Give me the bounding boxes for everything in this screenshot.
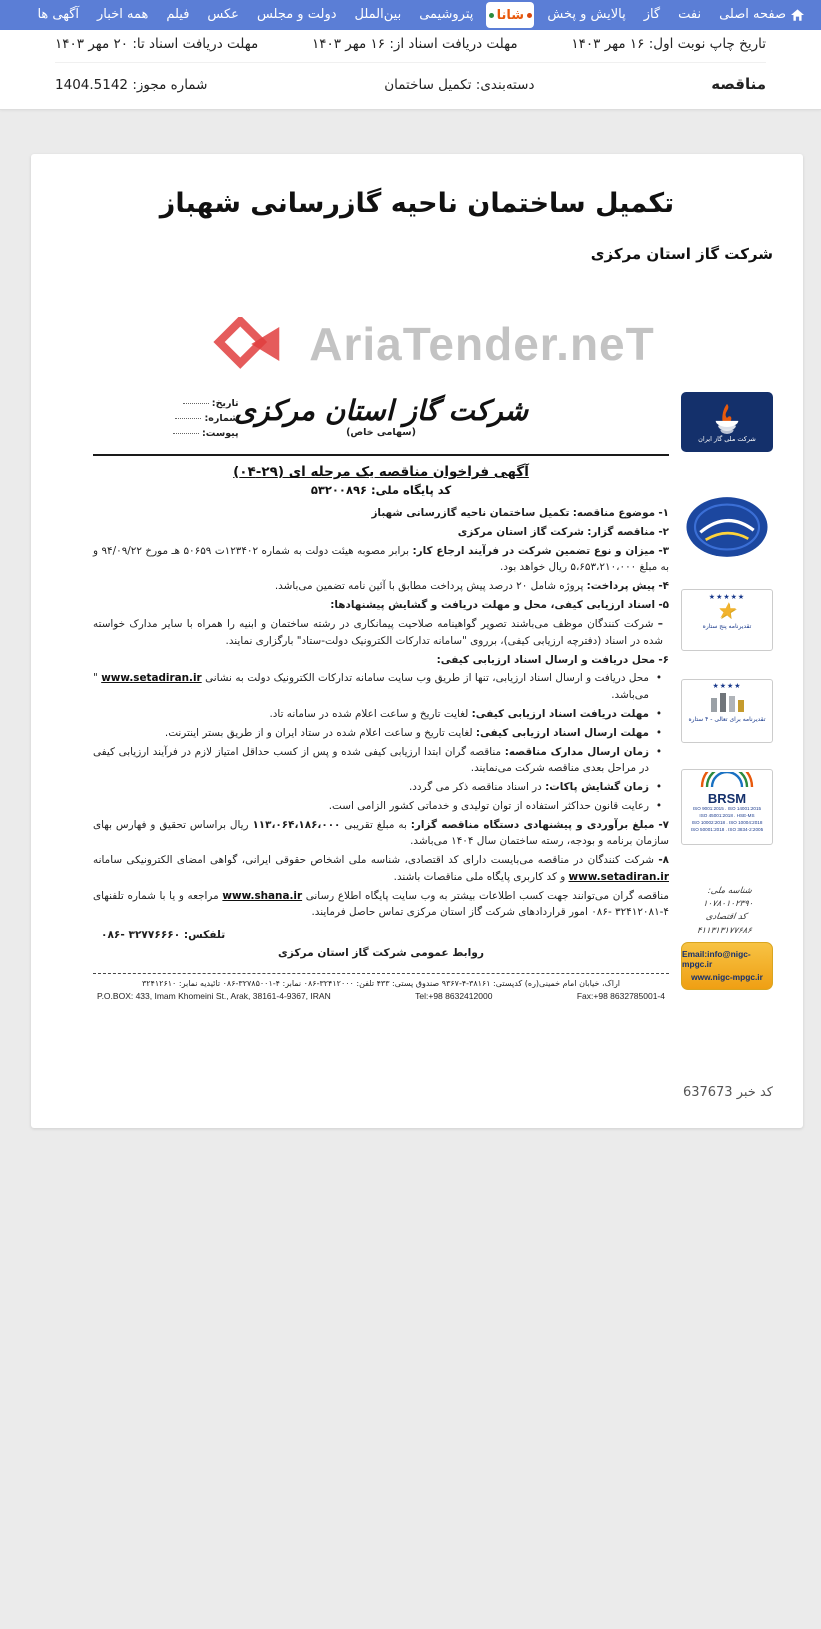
bullet-send-deadline: • مهلت ارسال اسناد ارزیابی کیفی: لغایت تاریخ و ساعت اعلام شده در ستاد ایران و از طریق بستر اینترنت.	[93, 725, 669, 741]
four-stars-icon: ★★★★	[712, 682, 742, 690]
telefax-number: تلفکس: ۳۲۷۷۶۶۶۰ -۰۸۶	[101, 928, 226, 941]
nav-home-label: صفحه اصلی	[719, 7, 786, 22]
national-site-code: کد پایگاه ملی: ۵۳۲۰۰۸۹۶	[310, 483, 452, 497]
nigc-caption: شرکت ملی گاز ایران	[698, 434, 756, 443]
tender-article-card	[31, 154, 803, 1128]
bullet-icon: •	[655, 672, 662, 685]
number-label: شماره:	[173, 411, 239, 426]
bullet-evaluation: • زمان ارسال مدارک مناقصه: مناقصه گران ابتدا ارزیابی کیفی شده و پس از کسب حداقل امتیاز لازم در فرآیند ارزیابی کیفی در مراحل بعدی مناقصه شرکت می‌نمایند.	[93, 745, 662, 775]
iso-line: ISO 50001:2018 . ISO 3834-2:2005	[690, 826, 764, 832]
brsm-title: BRSM	[707, 791, 747, 806]
top-navigation	[0, 0, 821, 30]
slogan-calligraphy-icon	[684, 495, 770, 559]
page-title: تکمیل ساختمان ناحیه گازرسانی شهباز	[159, 188, 675, 219]
nav-label: همه اخبار	[97, 7, 149, 22]
footer-address-en	[93, 991, 669, 1001]
email-address: Email:info@nigc-mpgc.ir	[682, 949, 751, 970]
date-label: تاریخ:	[173, 396, 239, 411]
rainbow-arc-icon	[697, 772, 757, 788]
shana-logo[interactable]	[486, 2, 534, 28]
nav-item-photo[interactable]	[198, 0, 248, 30]
footer-tel: Tel:+98 8632412000	[415, 990, 493, 1001]
nav-item-refining[interactable]	[538, 0, 634, 30]
nigc-logo	[681, 392, 773, 452]
tender-type-badge: مناقصه	[711, 75, 766, 93]
certification-sidebar	[681, 392, 773, 990]
nav-item-gas[interactable]	[635, 0, 669, 30]
tender-item-employer: ۲- مناقصه گزار: شرکت گاز استان مرکزی	[457, 525, 669, 538]
tender-item-guarantee: ۳- میزان و نوع تضمین شرکت در فرآیند ارجاع کار: برابر مصوبه هیئت دولت به شماره ۱۲۳۴۰۲ت ۵۰۶۵۹ هـ مورخ ۹۴/۰۹/۲۲ و به مبلغ ۵،۶۵۳،۲۱۰،۰۰۰ ریال خواهد بود.	[93, 544, 670, 574]
tender-item-estimate: ۷- مبلغ برآوردی و پیشنهادی دستگاه مناقصه گزار: به مبلغ تقریبی ۱۱۳،۰۶۴،۱۸۶،۰۰۰ ریال براساس تحقیق و فهارس بهای سازمان برنامه و بودجه، رسته ساختمان سال ۱۴۰۴ می‌باشد.	[93, 818, 669, 848]
license-number: شماره مجوز: 1404.5142	[55, 77, 208, 93]
website-url: www.nigc-mpgc.ir	[691, 972, 763, 983]
shana-link: www.shana.ir	[222, 889, 303, 902]
print-date: تاریخ چاپ نوبت اول: ۱۶ مهر ۱۴۰۳	[571, 36, 766, 52]
five-stars-icon: ★★★★★	[708, 593, 746, 601]
nav-label: عکس	[207, 7, 239, 22]
letter-date-fields	[173, 396, 239, 442]
tender-announcement-title: آگهی فراخوان مناقصه یک مرحله ای (۲۹-۰۴)	[233, 464, 529, 480]
footer-address-fa: اراک، خیابان امام خمینی(ره) کدپستی: ۳۸۱۶۱-۴-۹۳۶۷ صندوق پستی: ۴۳۳ تلفن: ۳۲۴۱۲۰۰۰-۰۸۶ نمابر: ۴-۳۲۷۸۵۰۰۱-۰۸۶ تائیدیه نمابر: ۳۲۴۱۲۶۱۰	[141, 978, 621, 988]
national-id: شناسه ملی: ۱۰۷۸۰۱۰۲۳۹۰	[702, 886, 754, 910]
footer-fax: Fax:+98 8632785001-4	[576, 990, 665, 1001]
more-info-paragraph: مناقصه گران می‌توانند جهت کسب اطلاعات بیشتر به وب سایت پایگاه اطلاع رسانی www.shana.ir مراجعه و یا با شماره تلفنهای ۴-۳۲۴۱۲۰۸۱ -۰۸۶ امور قراردادهای شرکت گاز استان مرکزی تماس حاصل فرمایند.	[93, 889, 669, 919]
company-type: (سهامی خاص)	[346, 427, 416, 438]
excellence-award-badge	[681, 679, 773, 743]
economic-code-label: کد اقتصادی	[705, 912, 748, 923]
excellence-caption: تقدیرنامه برای تعالی - ۴ ستاره	[688, 716, 766, 723]
organization-subtitle: شرکت گاز استان مرکزی	[590, 245, 773, 263]
logo-dot-green-icon	[489, 13, 494, 18]
setadiran-link: www.setadiran.ir	[568, 870, 669, 883]
five-star-caption: تقدیرنامه پنج ستاره	[702, 623, 752, 630]
nav-item-international[interactable]	[346, 0, 411, 30]
brsm-certification-badge	[681, 769, 773, 845]
nav-item-oil[interactable]	[669, 0, 710, 30]
public-relations-signature: روابط عمومی شرکت گاز استان مرکزی	[278, 946, 484, 959]
tender-category: دسته‌بندی: تکمیل ساختمان	[384, 77, 535, 93]
nav-item-all-news[interactable]	[88, 0, 157, 30]
watermark-text: AriaTender.neT	[309, 318, 655, 370]
bullet-icon: •	[655, 726, 662, 739]
tender-item-docs-header: ۵- اسناد ارزیابی کیفی، محل و مهلت دریافت و گشایش پیشنهادها:	[330, 599, 669, 612]
nav-label: دولت و مجلس	[256, 7, 337, 22]
nav-item-video[interactable]	[157, 0, 198, 30]
home-icon	[791, 9, 804, 21]
nav-label: پتروشیمی	[419, 7, 474, 22]
bullet-opening-time: • زمان گشایش پاکات: در اسناد مناقصه ذکر می گردد.	[93, 779, 669, 795]
watermark	[211, 317, 654, 371]
tender-meta	[0, 30, 821, 110]
nav-label: گاز	[643, 7, 661, 22]
contact-email-box	[681, 942, 773, 990]
letter-footer	[93, 973, 669, 1001]
nav-label: پالایش و پخش	[547, 7, 626, 22]
letter-body	[93, 392, 669, 1001]
nav-label: بین‌الملل	[354, 7, 402, 22]
meta-row-type	[55, 63, 766, 93]
meta-row-dates	[55, 34, 766, 63]
attachment-label: پیوست:	[173, 426, 239, 441]
ariatender-logo-icon	[211, 317, 283, 371]
shana-logo-text: شانا	[496, 7, 525, 23]
nav-item-ads[interactable]	[28, 0, 88, 30]
receive-from-date: مهلت دریافت اسناد از: ۱۶ مهر ۱۴۰۳	[312, 36, 518, 52]
five-star-commendation-badge	[681, 589, 773, 651]
tender-item-submission-header: ۶- محل دریافت و ارسال اسناد ارزیابی کیفی:	[436, 653, 669, 666]
letterhead	[93, 392, 669, 456]
estimate-amount: ۱۱۳،۰۶۴،۱۸۶،۰۰۰	[252, 818, 341, 831]
iso-line: ISO 9001:2015 . ISO 14001:2015	[692, 806, 762, 812]
iso-line: ISO 10002:2018 . ISO 10004:2018	[691, 820, 763, 826]
tender-document-scan[interactable]	[93, 277, 773, 1001]
setadiran-link: www.setadiran.ir	[101, 672, 202, 685]
bullet-submission-site: • محل دریافت و ارسال اسناد ارزیابی، تنها از طریق وب سایت سامانه تدارکات الکترونیک دولت به نشانی www.setadiran.ir " می‌باشد.	[93, 672, 662, 701]
nav-label: فیلم	[166, 7, 190, 22]
bullet-icon: •	[655, 745, 662, 758]
bullet-receive-deadline: • مهلت دریافت اسناد ارزیابی کیفی: لغایت تاریخ و ساعت اعلام شده در سامانه تاد.	[93, 706, 669, 722]
footer-pobox: P.O.BOX: 433, Imam Khomeini St., Arak, 38161-4-9367, IRAN	[97, 990, 331, 1001]
company-calligraphy: شرکت گاز استان مرکزی	[233, 394, 529, 427]
bullet-icon: •	[655, 707, 662, 720]
national-id-block	[677, 885, 776, 938]
tender-item-contractor-note: – شرکت کنندگان موظف می‌باشند تصویر گواهینامه صلاحیت پیمانکاری در رشته ساختمان و ابنیه را همراه با سایر مدارک خواسته شده در اسناد (دفترچه ارزیابی کیفی)، برروی "سامانه تدارکات الکترونیک دولت-ستاد" بارگزاری نمایند.	[93, 618, 663, 647]
economic-code-value: ۴۱۱۳۱۳۱۷۷۶۸۶	[696, 925, 753, 936]
contact-row	[93, 927, 669, 971]
logo-dot-red-icon	[527, 13, 532, 18]
bullet-domestic-law: • رعایت قانون حداکثر استفاده از توان تولیدی و خدماتی کشور الزامی است.	[93, 798, 669, 814]
nav-label: نفت	[678, 7, 702, 22]
tender-item-subject: ۱- موضوع مناقصه: تکمیل ساختمان ناحیه گازرسانی شهباز	[371, 507, 669, 519]
tender-item-requirements: ۸- شرکت کنندگان در مناقصه می‌بایست دارای کد اقتصادی، شناسه ملی اشخاص حقوقی ایرانی، گواهی امضای الکترونیکی سامانه www.setadiran.ir و کد کاربری پایگاه ملی مناقصات باشند.	[93, 854, 669, 883]
year-slogan-badge	[684, 495, 770, 559]
receive-to-date: مهلت دریافت اسناد تا: ۲۰ مهر ۱۴۰۳	[55, 36, 259, 52]
bullet-icon: •	[655, 800, 662, 812]
gas-flame-icon	[707, 402, 747, 434]
nav-item-petrochemical[interactable]	[410, 0, 482, 30]
tender-item-prepayment: ۴- پیش پرداخت: پروژه شامل ۲۰ درصد پیش پرداخت مطابق با آئین نامه تضمین می‌باشد.	[274, 580, 669, 593]
gold-star-icon: ★	[714, 599, 740, 624]
iso-line: ISO 45001:2018 . HSE-MS	[699, 813, 755, 819]
bullet-icon: •	[655, 781, 662, 794]
nav-label: آگهی ها	[37, 7, 80, 22]
nav-item-government[interactable]	[248, 0, 346, 30]
building-columns-icon	[707, 690, 747, 712]
nav-item-home[interactable]	[710, 0, 813, 30]
tender-terms	[93, 505, 669, 921]
news-code: کد خبر 637673	[682, 1084, 773, 1100]
